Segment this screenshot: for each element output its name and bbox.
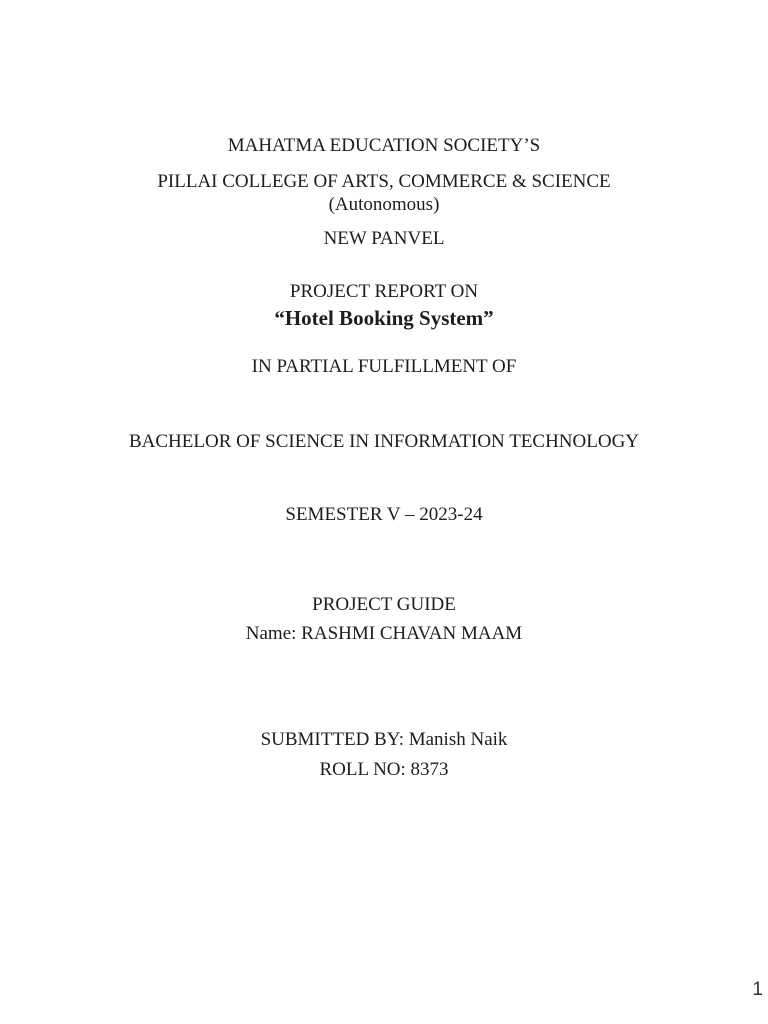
project-guide-name: Name: RASHMI CHAVAN MAAM [245,623,523,644]
degree-name: BACHELOR OF SCIENCE IN INFORMATION TECHNOLOGY [128,431,640,452]
society-name: MAHATMA EDUCATION SOCIETY’S [227,135,541,156]
project-title: “Hotel Booking System” [274,306,494,330]
report-label: PROJECT REPORT ON [289,281,479,302]
page-number: 1 [752,979,763,1000]
autonomous-label: (Autonomous) [328,194,440,215]
project-guide-label: PROJECT GUIDE [312,594,456,615]
fulfillment-label: IN PARTIAL FULFILLMENT OF [251,356,517,377]
semester-label: SEMESTER V – 2023-24 [285,504,483,525]
submitted-by: SUBMITTED BY: Manish Naik [260,729,508,750]
roll-number: ROLL NO: 8373 [319,759,449,780]
college-name: PILLAI COLLEGE OF ARTS, COMMERCE & SCIENCE [157,171,611,192]
college-location: NEW PANVEL [323,228,445,249]
